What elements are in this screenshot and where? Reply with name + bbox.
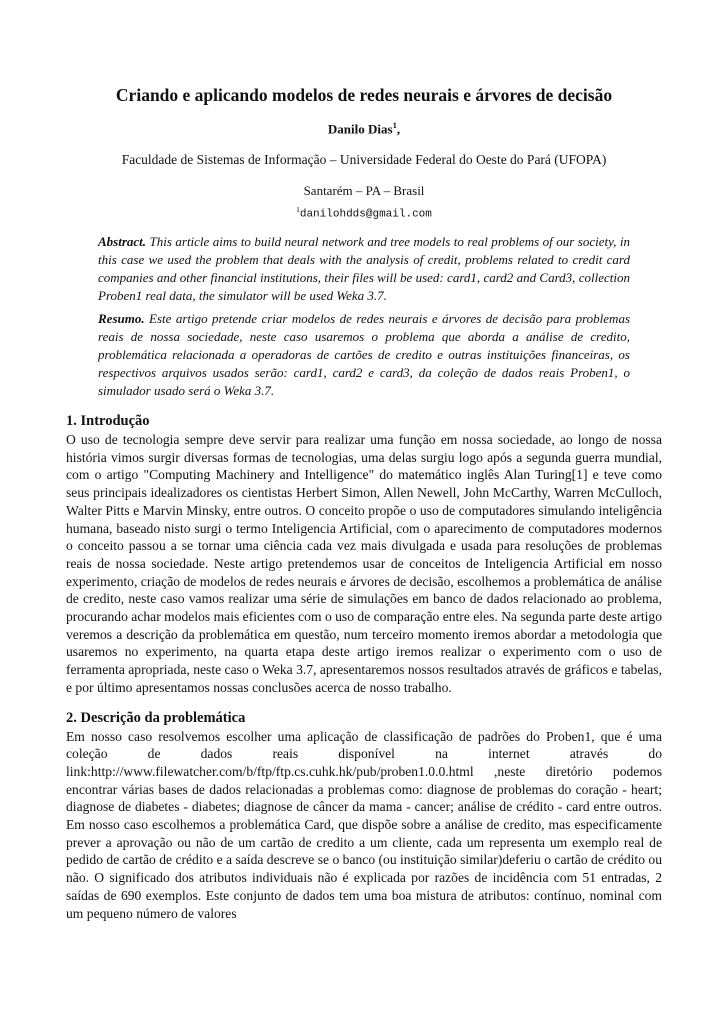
- section-heading-problematica: 2. Descrição da problemática: [66, 709, 246, 726]
- abstract-portuguese: [98, 310, 630, 400]
- section-heading-introducao: 1. Introdução: [66, 412, 150, 429]
- abstract-english: [98, 233, 630, 305]
- resumo-lead: Resumo.: [98, 310, 145, 326]
- paper-title: Criando e aplicando modelos de redes neurais e árvores de decisão: [115, 85, 613, 105]
- section-body-problematica: Em nosso caso resolvemos escolher uma aplicação de classificação de padrões do Proben1, que é uma coleção de dados reais disponível na internet através do link:http://www.filewatcher.com/b/ftp/ftp.cs.cuhk.hk/pub/proben1.0.0.html ,neste diretório podemos encontrar várias bases de dados relacionadas a problemas como: diagnose de problemas do coração - heart; diagnose de diabetes - diabetes; diagnose de câncer da mama - cancer; análise de crédito - card entre outros. Em nosso caso escolhemos a problemática Card, que dispõe sobre a análise de credito, mas especificamente prever a aprovação ou não de um cartão de credito a um cliente, cada um representa um exemplo real de pedido de cartão de crédito e a saída descreve se o banco (ou instituição similar)deferiu o cartão de crédito ou não. O significado dos atributos individuais não é explicada por razões de incidência com 51 entradas, 2 saídas de 690 exemplos. Este conjunto de dados tem uma boa mistura de atributos: contínuo, nominal com um pequeno número de valores: [66, 728, 662, 921]
- author-line: [66, 116, 662, 138]
- email-affiliation-marker: 1: [296, 205, 300, 215]
- author-email: [66, 202, 662, 223]
- resumo-text: Este artigo pretende criar modelos de redes neurais e árvores de decisão para problemas reais de nossa sociedade, neste caso usaremos o problema que aborda a análise de credito, problemática relacionada a operadoras de cartões de credito e outras instituições financeiras, os respectivos arquivos usados serão: card1, card2 e card3, da coleção de dados reais Proben1, o simulador usado será o Weka 3.7.: [98, 310, 630, 398]
- email-address: danilohdds@gmail.com: [299, 208, 432, 221]
- section-body-introducao: O uso de tecnologia sempre deve servir para realizar uma função em nossa sociedade, ao longo de nossa história vimos surgir diversas formas de tecnologias, uma delas surgiu logo após a segunda guerra mundial, com o artigo "Computing Machinery and Intelligence" do matemático inglês Alan Turing[1] e teve como seus principais idealizadores os cientistas Herbert Simon, Allen Newell, John McCarthy, Warren McCulloch, Walter Pitts e Marvin Minsky, entre outros. O conceito propõe o uso de computadores simulando inteligência humana, baseado nisto surgi o termo Inteligencia Artificial, com o aparecimento de computadores modernos o conceito passou a se tornar uma ciência cada vez mais divulgada e usada para resoluções de problemas reais de nossa sociedade. Neste artigo pretendemos usar de conceitos de Inteligencia Artificial em nosso experimento, criação de modelos de redes neurais e árvores de decisão, escolhemos a problemática de análise de credito, neste caso vamos realizar uma série de simulações em banco de dados relacionado ao problema, procurando achar modelos mais eficientes com o uso de comparação entre eles. Na segunda parte deste artigo veremos a descrição da problemática em questão, num terceiro momento iremos abordar a metodologia que usaremos no experimento, na quarta etapa deste artigo iremos realizar o experimento com o uso de ferramenta apropriada, neste caso o Weka 3.7, apresentaremos nossos resultados através de gráficos e tabelas, e por último apresentamos nossas conclusões acerca de nosso trabalho.: [66, 431, 662, 695]
- author-affiliation-marker: 1: [392, 120, 397, 130]
- abstract-lead: Abstract.: [98, 233, 147, 249]
- abstract-text: This article aims to build neural network and tree models to real problems of our society, in this case we used the problem that deals with the analysis of credit, problems related to credit card companies and other financial institutions, their files will be used: card1, card2 and Card3, collection Proben1 real data, the simulator will be used Weka 3.7.: [98, 233, 630, 303]
- affiliation: Faculdade de Sistemas de Informação – Universidade Federal do Oeste do Pará (UFOPA): [121, 152, 607, 168]
- author-suffix: ,: [396, 121, 401, 137]
- location: Santarém – PA – Brasil: [303, 183, 425, 199]
- author-name: Danilo Dias: [327, 121, 393, 137]
